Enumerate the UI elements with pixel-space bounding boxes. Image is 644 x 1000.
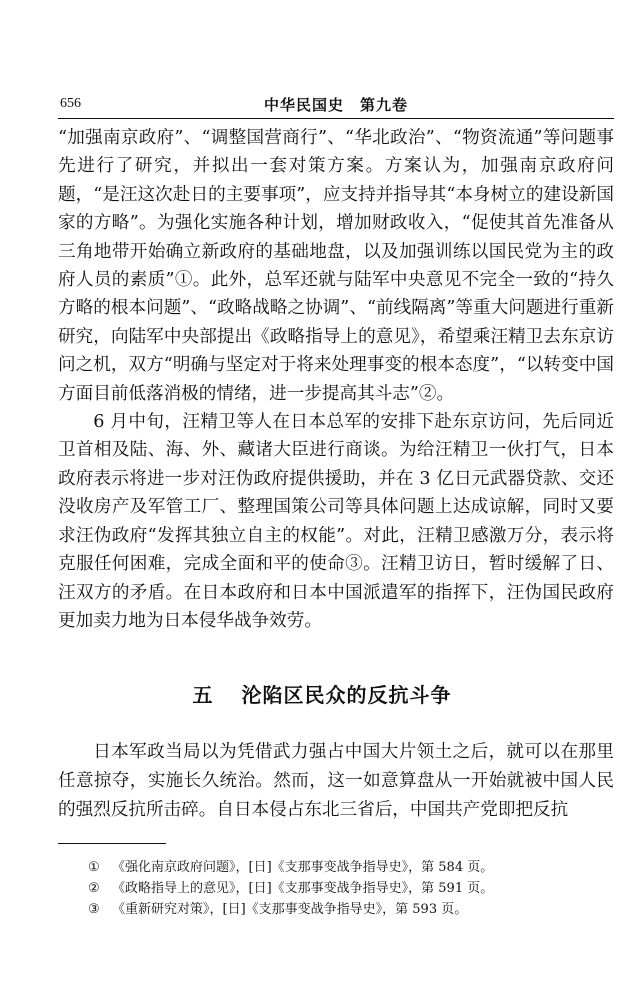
section-text: [58, 738, 614, 825]
footnote-text: 《重新研究对策》，[日]《支那事变战争指导史》，第 593 页。: [112, 902, 468, 917]
page-number: 656: [60, 96, 81, 111]
section-number: 五: [192, 683, 214, 707]
footnote: [88, 878, 608, 899]
footnote-mark: ③: [88, 902, 100, 917]
main-text: [58, 124, 614, 635]
page-header: [58, 94, 614, 119]
section-heading: [0, 679, 644, 708]
footnote-text: 《强化南京政府问题》，[日]《支那事变战争指导史》，第 584 页。: [112, 860, 494, 875]
footnote: [88, 899, 608, 920]
paragraph: 日本军政当局以为凭借武力强占中国大片领土之后，就可以在那里任意掠夺，实施长久统治。然而，这一如意算盘从一开始就被中国人民的强烈反抗所击碎。自日本侵占东北三省后，中国共产党即把反抗: [58, 742, 614, 820]
footnote-mark: ①: [88, 860, 100, 875]
footnote: [88, 857, 608, 878]
footnote-text: 《政略指导上的意见》，[日]《支那事变战争指导史》，第 591 页。: [112, 881, 494, 896]
section-title: 沦陷区民众的反抗斗争: [241, 683, 452, 707]
paragraph-continued: “加强南京政府”、“调整国营商行”、“华北政治”、“物资流通”等问题事先进行了研究，并拟出一套对策方案。方案认为，加强南京政府问题，“是汪这次赴日的主要事项”，应支持并指导其“本身树立的建设新国家的方略”。为强化实施各种计划，增加财政收入，“促使其首先准备从三角地带开始确立新政府的基础地盘，以及加强训练以国民党为主的政府人员的素质”①。此外，总军还就与陆军中央意见不完全一致的“持久方略的根本问题”、“政略战略之协调”、“前线隔离”等重大问题进行重新研究，向陆军中央部提出《政略指导上的意见》，希望乘汪精卫去东京访问之机，双方“明确与坚定对于将来处理事变的根本态度”，“以转变中国方面目前低落消极的情绪，进一步提高其斗志”②。: [58, 128, 614, 404]
footnote-mark: ②: [88, 881, 100, 896]
footnote-divider: [58, 843, 166, 844]
paragraph: 6 月中旬，汪精卫等人在日本总军的安排下赴东京访问，先后同近卫首相及陆、海、外、藏诸大臣进行商谈。为给汪精卫一伙打气，日本政府表示将进一步对汪伪政府提供援助，并在 3 亿日元武器贷款、交还没收房产及军管工厂、整理国策公司等具体问题上达成谅解，同时又要求汪伪政府“发挥其独立自主的权能”。对此，汪精卫感激万分，表示将克服任何困难，完成全面和平的使命③。汪精卫访日，暂时缓解了日、汪双方的矛盾。在日本政府和日本中国派遣军的指挥下，汪伪国民政府更加卖力地为日本侵华战争效劳。: [58, 412, 614, 631]
running-title: 中华民国史 第九卷: [263, 96, 408, 114]
footnotes: [88, 857, 608, 920]
